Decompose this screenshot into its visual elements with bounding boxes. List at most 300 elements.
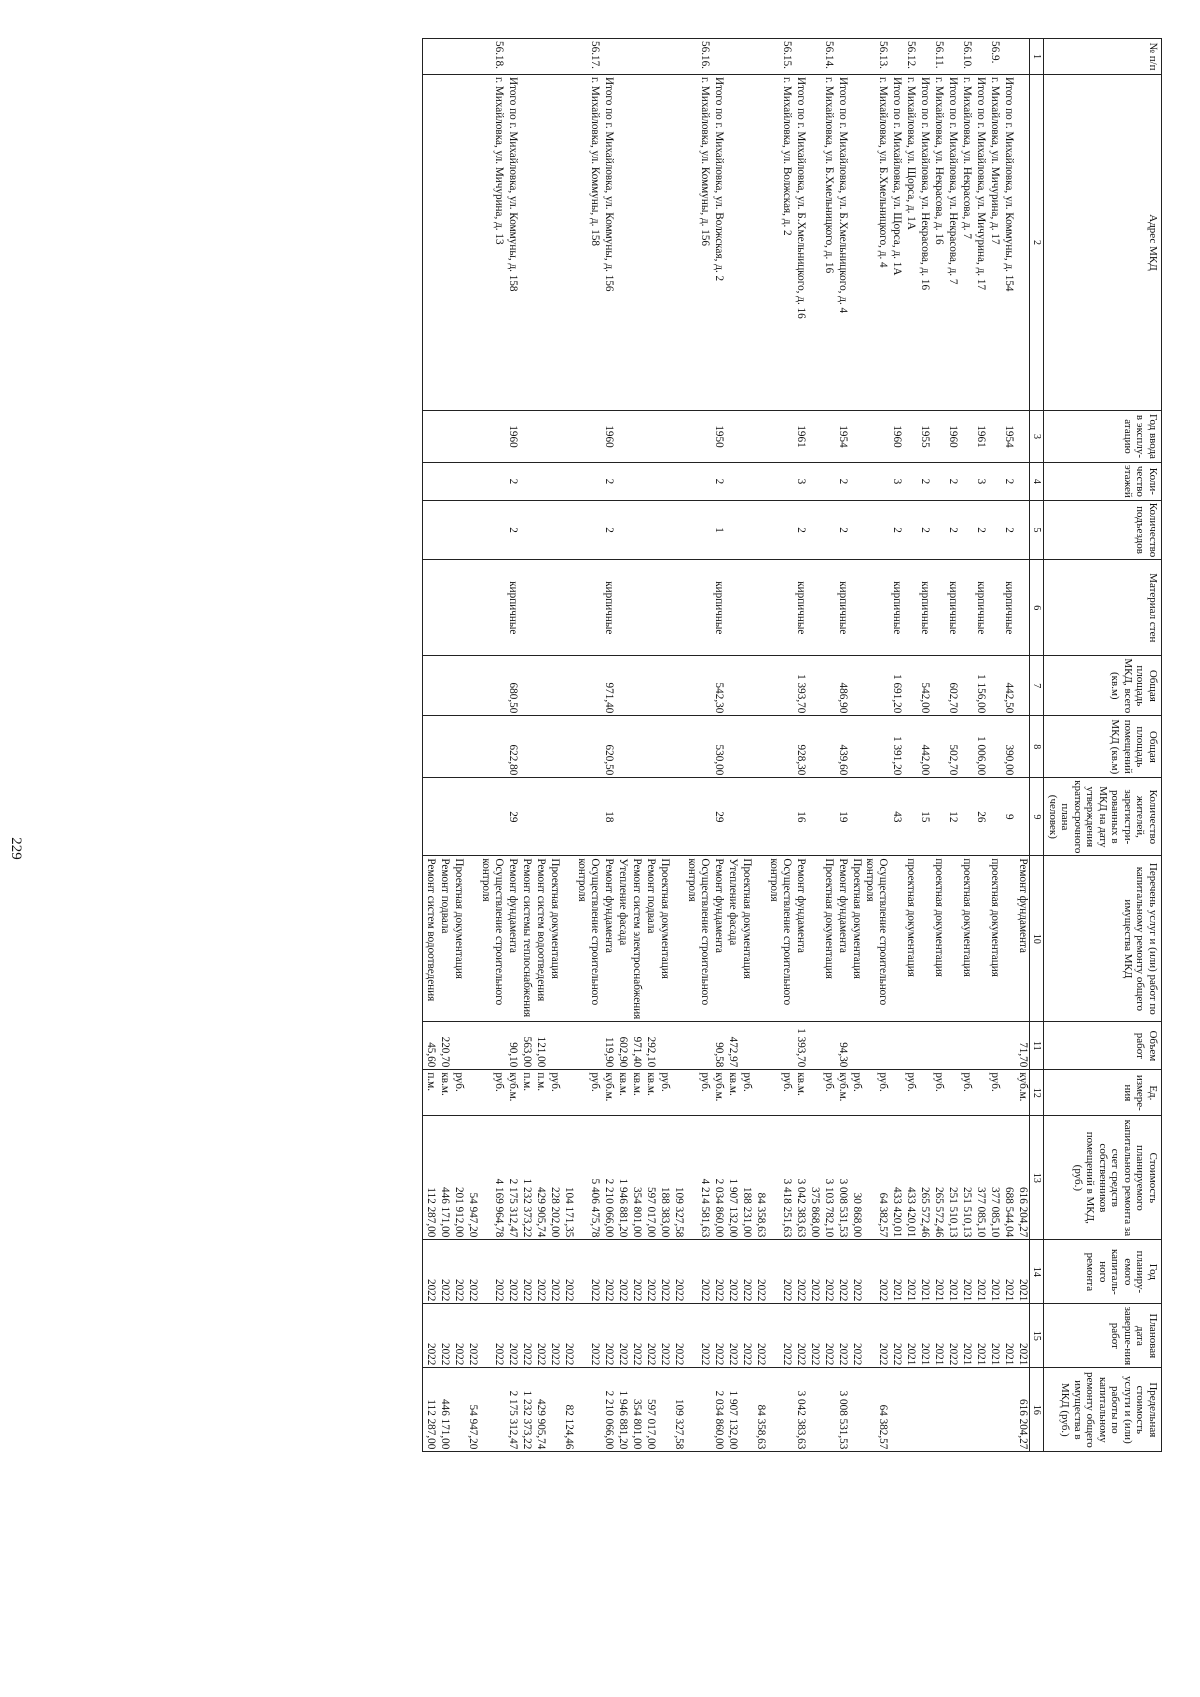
cell-unit — [1002, 1070, 1016, 1116]
cell-work-type: Проектная документация — [658, 856, 672, 1022]
cell-unit — [672, 1070, 686, 1116]
cell-work-volume — [932, 1022, 946, 1070]
cell-total-area — [562, 656, 576, 716]
cell-wall-material — [658, 560, 672, 656]
cell-work-type: Осуществление строительного контроля — [576, 856, 602, 1022]
column-number: 1 — [1030, 39, 1044, 75]
cell-planned-cost: 104 171,35 — [562, 1116, 576, 1240]
cell-total-area — [740, 656, 754, 716]
cell-total-area — [988, 656, 1002, 716]
cell-premises-area — [932, 716, 946, 778]
cell-repair-year: 2022 — [534, 1240, 548, 1304]
cell-max-cost: 1 946 881,20 — [616, 1368, 630, 1452]
cell-floors: 2 — [946, 463, 960, 501]
cell-entrances — [644, 500, 658, 560]
cell-address: г. Михайловка, ул. Некрасова, д. 7 — [960, 75, 974, 411]
cell-total-area — [822, 656, 836, 716]
cell-unit — [890, 1070, 904, 1116]
cell-floors — [616, 463, 630, 501]
cell-residents — [520, 778, 534, 856]
cell-row-number: 56.11. — [932, 39, 946, 75]
cell-total-area — [548, 656, 562, 716]
cell-premises-area: 1 006,00 — [974, 716, 988, 778]
cell-year-built — [850, 411, 864, 463]
cell-wall-material — [822, 560, 836, 656]
cell-row-number — [740, 39, 754, 75]
cell-planned-cost: 251 510,13 — [960, 1116, 974, 1240]
cell-planned-cost: 30 868,00 — [850, 1116, 864, 1240]
cell-completion-year: 2022 — [630, 1304, 644, 1368]
cell-premises-area — [740, 716, 754, 778]
header-completion-date: Плановая дата заверше-ния работ — [1044, 1304, 1162, 1368]
cell-planned-cost: 377 085,10 — [974, 1116, 988, 1240]
table-row — [904, 39, 918, 1452]
cell-work-volume — [672, 1022, 686, 1070]
cell-entrances — [988, 500, 1002, 560]
cell-address — [754, 75, 768, 411]
cell-entrances: 2 — [974, 500, 988, 560]
cell-repair-year: 2022 — [506, 1240, 520, 1304]
cell-entrances: 2 — [794, 500, 808, 560]
cell-year-built — [864, 411, 890, 463]
cell-row-number: 56.18. — [480, 39, 506, 75]
cell-row-number — [506, 39, 520, 75]
cell-entrances: 2 — [946, 500, 960, 560]
cell-work-volume — [850, 1022, 864, 1070]
cell-planned-cost: 188 231,00 — [740, 1116, 754, 1240]
cell-wall-material — [808, 560, 822, 656]
cell-residents — [1016, 778, 1031, 856]
table-row — [423, 39, 438, 1452]
table-row — [850, 39, 864, 1452]
cell-planned-cost: 4 214 581,63 — [686, 1116, 712, 1240]
cell-work-type: проектная документация — [988, 856, 1002, 1022]
cell-repair-year: 2021 — [960, 1240, 974, 1304]
cell-address: г. Михайловка, ул. Б.Хмельницкого, д. 4 — [864, 75, 890, 411]
cell-max-cost: 2 175 312,47 — [506, 1368, 520, 1452]
cell-total-area — [1016, 656, 1031, 716]
table-row — [822, 39, 836, 1452]
cell-completion-year: 2022 — [658, 1304, 672, 1368]
cell-premises-area: 928,30 — [794, 716, 808, 778]
cell-floors — [988, 463, 1002, 501]
cell-row-number — [712, 39, 726, 75]
table-row — [630, 39, 644, 1452]
cell-address: г. Михайловка, ул. Щорса, д. 1А — [904, 75, 918, 411]
cell-row-number — [808, 39, 822, 75]
column-number: 14 — [1030, 1240, 1044, 1304]
cell-unit: руб. — [864, 1070, 890, 1116]
cell-row-number — [836, 39, 850, 75]
table-row — [602, 39, 616, 1452]
cell-residents: 19 — [836, 778, 850, 856]
cell-completion-year: 2022 — [616, 1304, 630, 1368]
table-row — [864, 39, 890, 1452]
table-row — [506, 39, 520, 1452]
table-row — [960, 39, 974, 1452]
cell-residents: 15 — [918, 778, 932, 856]
cell-unit: п.м. — [520, 1070, 534, 1116]
cell-residents — [808, 778, 822, 856]
cell-max-cost: 82 124,46 — [562, 1368, 576, 1452]
cell-floors — [904, 463, 918, 501]
table-row — [946, 39, 960, 1452]
cell-residents — [423, 778, 438, 856]
cell-work-volume — [890, 1022, 904, 1070]
cell-total-area — [576, 656, 602, 716]
cell-repair-year: 2021 — [974, 1240, 988, 1304]
cell-total-area — [452, 656, 466, 716]
cell-year-built — [808, 411, 822, 463]
cell-work-volume: 45,60 — [423, 1022, 438, 1070]
cell-unit: руб. — [658, 1070, 672, 1116]
cell-residents — [754, 778, 768, 856]
header-works-list: Перечень услуг и (или) работ по капитальному ремонту общего имущества МКД — [1044, 856, 1162, 1022]
header-max-cost: Предельная стоимость услуги и (или) работы по капитальному ремонту общего имущества в МКД (руб.) — [1044, 1368, 1162, 1452]
cell-max-cost: 84 358,63 — [754, 1368, 768, 1452]
cell-row-number — [438, 39, 452, 75]
cell-total-area: 971,40 — [602, 656, 616, 716]
cell-unit: п.м. — [423, 1070, 438, 1116]
header-total-area: Общая площадь МКД, всего (кв.м) — [1044, 656, 1162, 716]
cell-residents — [768, 778, 794, 856]
table-row — [808, 39, 822, 1452]
cell-planned-cost: 354 801,00 — [630, 1116, 644, 1240]
cell-floors: 2 — [836, 463, 850, 501]
cell-premises-area — [630, 716, 644, 778]
cell-floors — [960, 463, 974, 501]
cell-row-number — [602, 39, 616, 75]
cell-planned-cost: 3 418 251,63 — [768, 1116, 794, 1240]
cell-repair-year: 2022 — [754, 1240, 768, 1304]
cell-year-built: 1960 — [602, 411, 616, 463]
cell-work-type: Ремонт фундамента — [506, 856, 520, 1022]
cell-residents — [576, 778, 602, 856]
cell-work-volume — [466, 1022, 480, 1070]
cell-year-built: 1954 — [1002, 411, 1016, 463]
cell-row-number — [1002, 39, 1016, 75]
cell-work-volume: 119,90 — [602, 1022, 616, 1070]
table-row — [768, 39, 794, 1452]
cell-work-type: Ремонт систем электроснабжения — [630, 856, 644, 1022]
cell-premises-area — [452, 716, 466, 778]
cell-address: г. Михайловка, ул. Мичурина, д. 13 — [480, 75, 506, 411]
cell-completion-year: 2021 — [1016, 1304, 1031, 1368]
cell-total-area — [630, 656, 644, 716]
cell-repair-year: 2022 — [562, 1240, 576, 1304]
cell-max-cost — [686, 1368, 712, 1452]
cell-work-volume: 94,30 — [836, 1022, 850, 1070]
cell-row-number: 56.12. — [904, 39, 918, 75]
header-cost: Стоимость планируемого капитального ремонта за счет средств собственников помещений в МКД, (руб.) — [1044, 1116, 1162, 1240]
cell-year-built — [960, 411, 974, 463]
cell-address — [1016, 75, 1031, 411]
cell-repair-year: 2022 — [520, 1240, 534, 1304]
cell-year-built — [658, 411, 672, 463]
cell-address — [672, 75, 686, 411]
cell-total-area — [960, 656, 974, 716]
cell-residents: 16 — [794, 778, 808, 856]
cell-premises-area: 502,70 — [946, 716, 960, 778]
cell-row-number — [946, 39, 960, 75]
cell-wall-material — [576, 560, 602, 656]
cell-row-number — [520, 39, 534, 75]
cell-address — [548, 75, 562, 411]
cell-repair-year: 2021 — [890, 1240, 904, 1304]
cell-work-volume: 602,90 — [616, 1022, 630, 1070]
cell-wall-material — [548, 560, 562, 656]
cell-row-number — [616, 39, 630, 75]
cell-row-number — [850, 39, 864, 75]
cell-work-volume: 90,10 — [506, 1022, 520, 1070]
cell-year-built: 1955 — [918, 411, 932, 463]
cell-premises-area — [864, 716, 890, 778]
cell-premises-area — [480, 716, 506, 778]
cell-residents — [466, 778, 480, 856]
cell-work-type: проектная документация — [904, 856, 918, 1022]
cell-work-type: Осуществление строительного контроля — [686, 856, 712, 1022]
cell-floors: 3 — [974, 463, 988, 501]
cell-unit: куб.м. — [506, 1070, 520, 1116]
cell-residents — [686, 778, 712, 856]
table-row — [672, 39, 686, 1452]
table-row — [918, 39, 932, 1452]
cell-unit: руб. — [850, 1070, 864, 1116]
cell-unit — [466, 1070, 480, 1116]
cell-entrances — [562, 500, 576, 560]
cell-unit: руб. — [768, 1070, 794, 1116]
cell-address: Итого по г. Михайловка, ул. Б.Хмельницкого, д. 4 — [836, 75, 850, 411]
cell-total-area: 602,70 — [946, 656, 960, 716]
cell-completion-year: 2022 — [740, 1304, 754, 1368]
cell-total-area — [904, 656, 918, 716]
cell-residents — [480, 778, 506, 856]
cell-total-area — [768, 656, 794, 716]
cell-year-built — [548, 411, 562, 463]
cell-unit — [754, 1070, 768, 1116]
cell-wall-material: кирпичные — [1002, 560, 1016, 656]
cell-work-type: проектная документация — [960, 856, 974, 1022]
cell-work-volume — [822, 1022, 836, 1070]
cell-residents — [548, 778, 562, 856]
cell-repair-year: 2021 — [918, 1240, 932, 1304]
cell-wall-material — [686, 560, 712, 656]
cell-completion-year: 2022 — [836, 1304, 850, 1368]
header-row — [1044, 39, 1162, 1452]
column-number-row — [1030, 39, 1044, 1452]
cell-address: Итого по г. Михайловка, ул. Волжская, д. 2 — [712, 75, 726, 411]
cell-residents: 12 — [946, 778, 960, 856]
cell-row-number — [548, 39, 562, 75]
cell-residents — [740, 778, 754, 856]
cell-work-volume: 563,00 — [520, 1022, 534, 1070]
cell-residents — [630, 778, 644, 856]
cell-year-built — [768, 411, 794, 463]
cell-max-cost — [822, 1368, 836, 1452]
cell-floors — [754, 463, 768, 501]
cell-entrances — [452, 500, 466, 560]
cell-wall-material — [452, 560, 466, 656]
cell-completion-year: 2022 — [548, 1304, 562, 1368]
cell-unit: руб. — [576, 1070, 602, 1116]
cell-row-number: 56.17. — [576, 39, 602, 75]
cell-address — [423, 75, 438, 411]
cell-wall-material — [480, 560, 506, 656]
cell-unit: куб.м. — [602, 1070, 616, 1116]
cell-premises-area: 390,00 — [1002, 716, 1016, 778]
cell-repair-year: 2022 — [864, 1240, 890, 1304]
cell-max-cost — [932, 1368, 946, 1452]
cell-floors — [520, 463, 534, 501]
cell-row-number: 56.10. — [960, 39, 974, 75]
cell-wall-material: кирпичные — [946, 560, 960, 656]
header-residents: Количество жителей, зарегистри-рованных в МКД на дату утверждения краткосрочного плана (человек) — [1044, 778, 1162, 856]
cell-wall-material: кирпичные — [794, 560, 808, 656]
cell-residents: 29 — [506, 778, 520, 856]
cell-entrances — [808, 500, 822, 560]
column-number: 10 — [1030, 856, 1044, 1022]
cell-work-volume — [480, 1022, 506, 1070]
cell-total-area — [672, 656, 686, 716]
cell-work-volume — [576, 1022, 602, 1070]
cell-completion-year: 2022 — [452, 1304, 466, 1368]
cell-planned-cost: 201 912,00 — [452, 1116, 466, 1240]
cell-work-volume — [768, 1022, 794, 1070]
cell-unit: кв.м. — [726, 1070, 740, 1116]
cell-unit — [918, 1070, 932, 1116]
cell-work-volume — [808, 1022, 822, 1070]
cell-completion-year: 2021 — [1002, 1304, 1016, 1368]
cell-floors — [932, 463, 946, 501]
cell-year-built — [452, 411, 466, 463]
cell-planned-cost: 112 287,00 — [423, 1116, 438, 1240]
cell-max-cost: 3 008 531,53 — [836, 1368, 850, 1452]
cell-completion-year: 2022 — [602, 1304, 616, 1368]
cell-wall-material — [740, 560, 754, 656]
cell-address: Итого по г. Михайловка, ул. Щорса, д. 1А — [890, 75, 904, 411]
cell-max-cost: 446 171,00 — [438, 1368, 452, 1452]
cell-planned-cost: 251 510,13 — [946, 1116, 960, 1240]
cell-max-cost: 3 042 383,63 — [794, 1368, 808, 1452]
cell-unit: куб.м. — [836, 1070, 850, 1116]
cell-row-number: 56.15. — [768, 39, 794, 75]
cell-max-cost: 2 034 860,00 — [712, 1368, 726, 1452]
cell-floors: 3 — [794, 463, 808, 501]
cell-residents — [452, 778, 466, 856]
cell-wall-material: кирпичные — [890, 560, 904, 656]
cell-row-number — [534, 39, 548, 75]
cell-address — [850, 75, 864, 411]
cell-entrances — [520, 500, 534, 560]
cell-year-built — [672, 411, 686, 463]
cell-total-area — [616, 656, 630, 716]
cell-entrances — [740, 500, 754, 560]
cell-row-number: 56.13. — [864, 39, 890, 75]
cell-work-type: Ремонт фундамента — [1016, 856, 1031, 1022]
header-unit: Ед. измере-ния — [1044, 1070, 1162, 1116]
column-number: 3 — [1030, 411, 1044, 463]
cell-total-area: 680,50 — [506, 656, 520, 716]
cell-wall-material: кирпичные — [506, 560, 520, 656]
cell-max-cost — [960, 1368, 974, 1452]
cell-entrances — [822, 500, 836, 560]
cell-work-type: проектная документация — [932, 856, 946, 1022]
cell-entrances — [534, 500, 548, 560]
cell-wall-material — [423, 560, 438, 656]
cell-max-cost: 64 382,57 — [864, 1368, 890, 1452]
cell-wall-material — [754, 560, 768, 656]
cell-floors — [726, 463, 740, 501]
cell-residents — [644, 778, 658, 856]
cell-total-area — [423, 656, 438, 716]
cell-row-number — [644, 39, 658, 75]
cell-repair-year: 2022 — [768, 1240, 794, 1304]
cell-wall-material: кирпичные — [918, 560, 932, 656]
cell-address — [726, 75, 740, 411]
cell-planned-cost: 616 204,27 — [1016, 1116, 1031, 1240]
cell-unit: кв.м. — [616, 1070, 630, 1116]
cell-total-area: 486,90 — [836, 656, 850, 716]
cell-entrances — [576, 500, 602, 560]
cell-floors — [768, 463, 794, 501]
table-row — [1002, 39, 1016, 1452]
cell-residents — [960, 778, 974, 856]
cell-year-built: 1954 — [836, 411, 850, 463]
header-floors: Коли-чество этажей — [1044, 463, 1162, 501]
cell-work-volume: 220,70 — [438, 1022, 452, 1070]
cell-premises-area — [466, 716, 480, 778]
cell-repair-year: 2021 — [932, 1240, 946, 1304]
cell-max-cost — [740, 1368, 754, 1452]
cell-residents — [616, 778, 630, 856]
cell-repair-year: 2022 — [808, 1240, 822, 1304]
cell-year-built: 1961 — [974, 411, 988, 463]
cell-floors — [534, 463, 548, 501]
cell-repair-year: 2021 — [946, 1240, 960, 1304]
cell-premises-area — [754, 716, 768, 778]
cell-unit: руб. — [686, 1070, 712, 1116]
cell-floors — [438, 463, 452, 501]
cell-premises-area — [808, 716, 822, 778]
cell-total-area — [658, 656, 672, 716]
cell-max-cost: 54 947,20 — [466, 1368, 480, 1452]
cell-premises-area — [672, 716, 686, 778]
cell-completion-year: 2022 — [768, 1304, 794, 1368]
cell-max-cost — [904, 1368, 918, 1452]
cell-work-type: Ремонт фундамента — [794, 856, 808, 1022]
cell-residents — [850, 778, 864, 856]
cell-address — [808, 75, 822, 411]
cell-total-area — [644, 656, 658, 716]
cell-address: г. Михайловка, ул. Волжская, д. 2 — [768, 75, 794, 411]
cell-floors — [864, 463, 890, 501]
cell-repair-year: 2022 — [480, 1240, 506, 1304]
cell-planned-cost: 1 907 132,00 — [726, 1116, 740, 1240]
cell-max-cost: 109 327,58 — [672, 1368, 686, 1452]
cell-total-area — [438, 656, 452, 716]
cell-entrances: 1 — [712, 500, 726, 560]
cell-entrances — [904, 500, 918, 560]
cell-year-built — [754, 411, 768, 463]
cell-address: Итого по г. Михайловка, ул. Некрасова, д. 7 — [946, 75, 960, 411]
cell-floors — [740, 463, 754, 501]
cell-entrances: 2 — [890, 500, 904, 560]
cell-max-cost — [576, 1368, 602, 1452]
cell-residents: 18 — [602, 778, 616, 856]
cell-floors — [686, 463, 712, 501]
cell-unit: руб. — [740, 1070, 754, 1116]
cell-floors — [466, 463, 480, 501]
